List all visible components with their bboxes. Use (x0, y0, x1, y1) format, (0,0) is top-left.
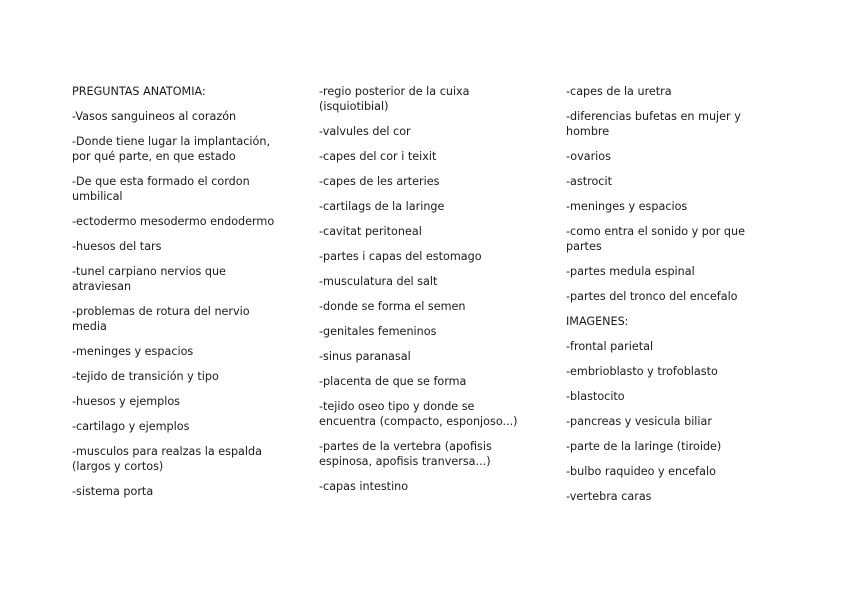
question-item: -meninges y espacios (566, 200, 688, 213)
question-item: -capes del cor i teixit (319, 150, 437, 163)
question-item: -partes medula espinal (566, 265, 695, 278)
question-item: -ectodermo mesodermo endodermo (72, 215, 275, 228)
image-item: -pancreas y vesicula biliar (566, 415, 712, 428)
question-item: -genitales femeninos (319, 325, 437, 338)
column-1 (72, 84, 282, 509)
image-item: -vertebra caras (566, 490, 652, 503)
question-item: -valvules del cor (319, 125, 411, 138)
question-item: -musculos para realzas la espalda (largos y cortos) (72, 445, 262, 473)
question-item: -sinus paranasal (319, 350, 411, 363)
question-item: -huesos y ejemplos (72, 395, 180, 408)
question-item: -cartilags de la laringe (319, 200, 445, 213)
column-2 (319, 84, 529, 504)
question-item: -capas intestino (319, 480, 409, 493)
question-item: -sistema porta (72, 485, 154, 498)
question-item: -partes i capas del estomago (319, 250, 482, 263)
question-item: -capes de la uretra (566, 85, 672, 98)
question-item: -ovarios (566, 150, 611, 163)
image-item: -parte de la laringe (tiroide) (566, 440, 722, 453)
question-item: -musculatura del salt (319, 275, 438, 288)
heading-preguntas-anatomia: PREGUNTAS ANATOMIA: (72, 85, 206, 98)
image-item: -embrioblasto y trofoblasto (566, 365, 718, 378)
question-item: -capes de les arteries (319, 175, 440, 188)
question-item: -regio posterior de la cuixa (isquiotibial) (319, 85, 470, 113)
question-item: -tunel carpiano nervios que atraviesan (72, 265, 226, 293)
question-item: -huesos del tars (72, 240, 162, 253)
question-item: -Donde tiene lugar la implantación, por qué parte, en que estado (72, 135, 271, 163)
question-item: -tejido oseo tipo y donde se encuentra (compacto, esponjoso...) (319, 400, 518, 428)
image-item: -bulbo raquideo y encefalo (566, 465, 716, 478)
question-item: -placenta de que se forma (319, 375, 467, 388)
question-item: -cartilago y ejemplos (72, 420, 190, 433)
column-3 (566, 84, 766, 514)
question-item: -De que esta formado el cordon umbilical (72, 175, 250, 203)
heading-imagenes: IMAGENES: (566, 315, 629, 328)
question-item: -meninges y espacios (72, 345, 194, 358)
question-item: -diferencias bufetas en mujer y hombre (566, 110, 741, 138)
question-item: -donde se forma el semen (319, 300, 466, 313)
image-item: -blastocito (566, 390, 625, 403)
question-item: -cavitat peritoneal (319, 225, 422, 238)
question-item: -como entra el sonido y por que partes (566, 225, 745, 253)
question-item: -Vasos sanguineos al corazón (72, 110, 237, 123)
question-item: -tejido de transición y tipo (72, 370, 219, 383)
question-item: -problemas de rotura del nervio media (72, 305, 250, 333)
question-item: -partes del tronco del encefalo (566, 290, 738, 303)
question-item: -partes de la vertebra (apofisis espinosa, apofisis tranversa...) (319, 440, 492, 468)
question-item: -astrocit (566, 175, 612, 188)
image-item: -frontal parietal (566, 340, 654, 353)
